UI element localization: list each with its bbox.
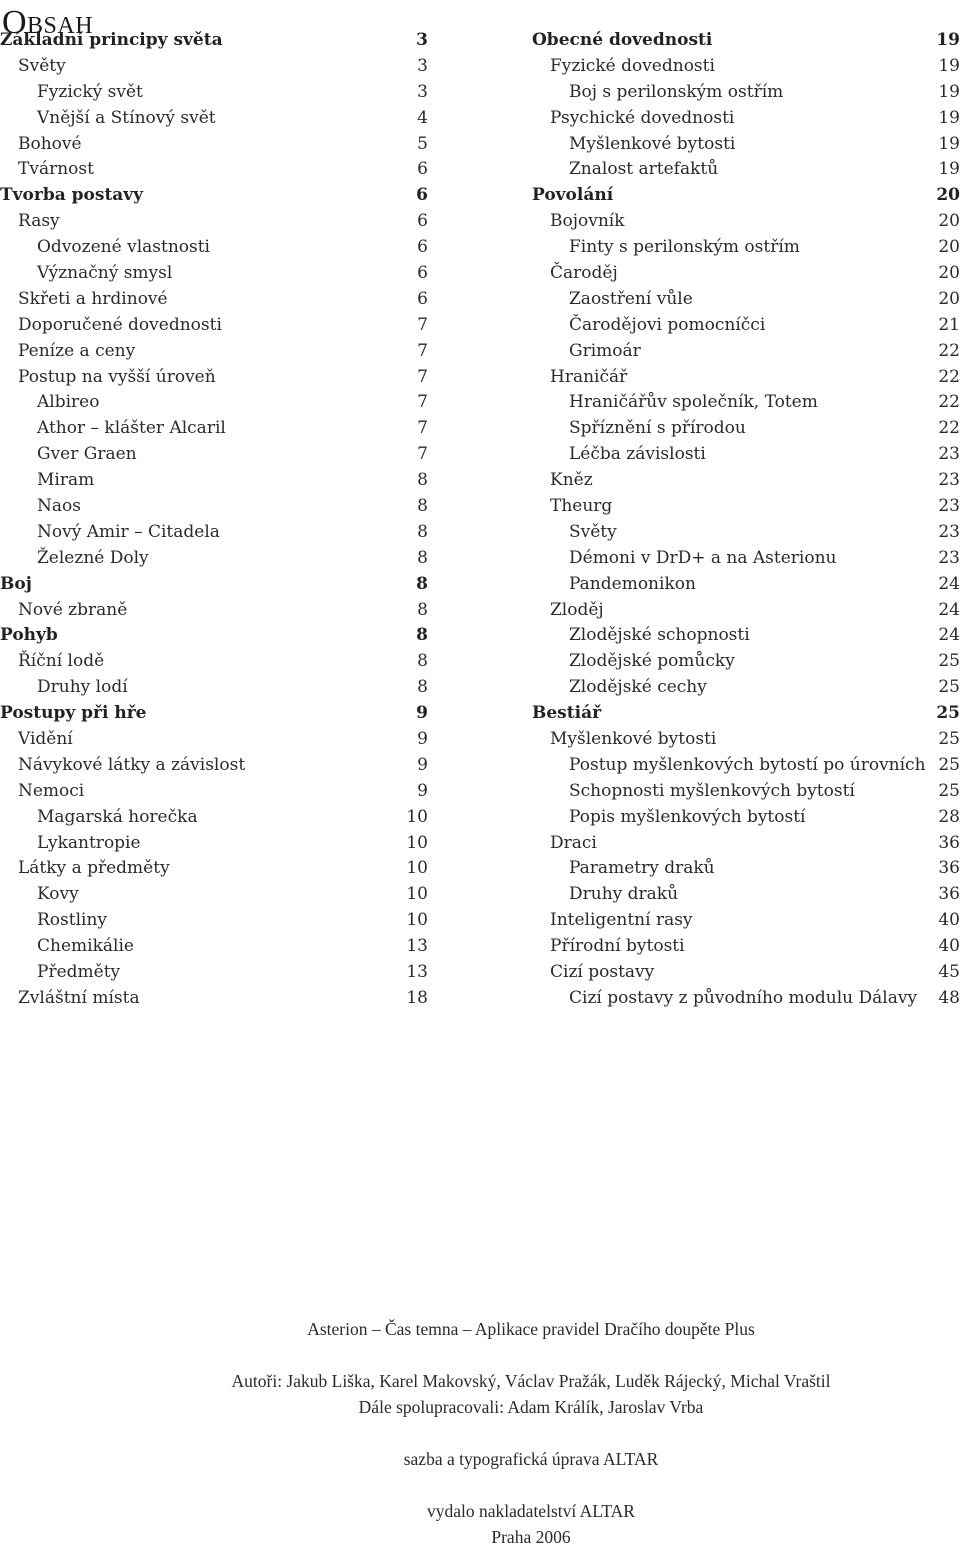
toc-entry[interactable]: [532, 752, 960, 778]
toc-entry[interactable]: [532, 286, 960, 312]
toc-entry-page: 25: [938, 780, 960, 801]
toc-entry[interactable]: [532, 700, 960, 726]
toc-entry[interactable]: [0, 985, 428, 1011]
toc-entry-label: Cizí postavy z původního modulu Dálavy: [569, 987, 918, 1008]
toc-entry-page: 8: [417, 547, 428, 568]
toc-entry-page: 6: [417, 288, 428, 309]
toc-entry[interactable]: [0, 881, 428, 907]
toc-entry[interactable]: [532, 519, 960, 545]
toc-entry-label: Zvláštní místa: [18, 987, 140, 1008]
toc-entry-label: Látky a předměty: [18, 858, 170, 879]
toc-entry-label: Popis myšlenkových bytostí: [569, 806, 806, 827]
toc-entry[interactable]: [0, 131, 428, 157]
toc-entry-label: Boj: [0, 573, 32, 594]
toc-entry[interactable]: [0, 648, 428, 674]
credits-place-year: Praha 2006: [491, 1527, 571, 1547]
toc-entry-label: Zaostření vůle: [569, 288, 693, 309]
toc-entry-label: Hraničář: [550, 366, 628, 387]
toc-entry-label: Návykové látky a závislost: [18, 754, 246, 775]
toc-entry-page: 7: [417, 340, 428, 361]
toc-entry-label: Světy: [569, 521, 617, 542]
toc-entry-label: Spříznění s přírodou: [569, 418, 746, 439]
toc-entry-page: 7: [417, 418, 428, 439]
toc-entry-page: 8: [417, 521, 428, 542]
toc-entry[interactable]: [0, 700, 428, 726]
toc-entry-label: Nemoci: [18, 780, 85, 801]
toc-entry[interactable]: [0, 182, 428, 208]
page-title: Obsah: [2, 4, 94, 41]
toc-entry-label: Peníze a ceny: [18, 340, 136, 361]
toc-entry-page: 6: [417, 211, 428, 232]
toc-entry-page: 22: [938, 418, 960, 439]
toc-entry[interactable]: [532, 182, 960, 208]
toc-entry-page: 24: [938, 625, 960, 646]
toc-entry-page: 23: [938, 521, 960, 542]
toc-entry-label: Povolání: [532, 185, 614, 206]
toc-right-column: [532, 27, 960, 1011]
toc-entry-page: 19: [938, 107, 960, 128]
toc-entry[interactable]: [532, 804, 960, 830]
toc-entry[interactable]: [0, 752, 428, 778]
toc-entry-page: 10: [406, 832, 428, 853]
toc-entry-label: Naos: [37, 495, 81, 516]
toc-entry-label: Obecné dovednosti: [532, 29, 713, 50]
toc-entry[interactable]: [0, 260, 428, 286]
toc-entry-label: Finty s perilonským ostřím: [569, 237, 800, 258]
toc-entry-label: Čarodějovi pomocníčci: [569, 314, 766, 335]
toc-entry-page: 24: [938, 573, 960, 594]
toc-entry-label: Athor – klášter Alcaril: [37, 418, 226, 439]
toc-entry[interactable]: [532, 726, 960, 752]
toc-entry[interactable]: [0, 27, 428, 53]
toc-entry[interactable]: [532, 881, 960, 907]
toc-entry[interactable]: [0, 545, 428, 571]
toc-entry-label: Léčba závislosti: [569, 444, 706, 465]
toc-entry[interactable]: [0, 933, 428, 959]
toc-entry-label: Nový Amir – Citadela: [37, 521, 220, 542]
toc-entry-label: Lykantropie: [37, 832, 141, 853]
toc-entry-page: 8: [416, 625, 428, 646]
toc-entry-page: 10: [406, 806, 428, 827]
toc-entry-page: 40: [938, 910, 960, 931]
toc-entry-label: Rasy: [18, 211, 60, 232]
toc-entry-page: 22: [938, 340, 960, 361]
toc-entry[interactable]: [532, 131, 960, 157]
toc-entry[interactable]: [532, 648, 960, 674]
toc-entry[interactable]: [0, 234, 428, 260]
credits-collaborators: Dále spolupracovali: Adam Králík, Jaroslav Vrba: [358, 1397, 704, 1417]
toc-entry-page: 3: [416, 29, 428, 50]
toc-entry-label: Fyzické dovednosti: [550, 55, 715, 76]
toc-entry[interactable]: [532, 959, 960, 985]
toc-entry-page: 6: [417, 237, 428, 258]
toc-entry[interactable]: [0, 830, 428, 856]
toc-entry[interactable]: [532, 338, 960, 364]
toc-entry-label: Démoni v DrD+ a na Asterionu: [569, 547, 837, 568]
toc-entry-page: 13: [406, 936, 428, 957]
toc-entry-label: Pandemonikon: [569, 573, 696, 594]
toc-entry-label: Skřeti a hrdinové: [18, 288, 168, 309]
toc-entry[interactable]: [0, 338, 428, 364]
toc-entry-page: 10: [406, 910, 428, 931]
toc-entry-label: Říční lodě: [18, 651, 105, 672]
toc-entry-label: Doporučené dovednosti: [18, 314, 222, 335]
toc-entry[interactable]: [532, 415, 960, 441]
toc-entry-label: Rostliny: [37, 910, 108, 931]
toc-entry-page: 23: [938, 444, 960, 465]
toc-entry-page: 25: [938, 728, 960, 749]
toc-entry-page: 8: [417, 495, 428, 516]
toc-entry[interactable]: [0, 105, 428, 131]
toc-entry[interactable]: [532, 27, 960, 53]
toc-entry[interactable]: [532, 105, 960, 131]
toc-entry-label: Theurg: [550, 495, 613, 516]
toc-entry-page: 10: [406, 858, 428, 879]
toc-entry-page: 45: [938, 962, 960, 982]
toc-entry-page: 6: [416, 185, 428, 206]
toc-entry-page: 40: [938, 936, 960, 957]
toc-entry[interactable]: [532, 985, 960, 1011]
toc-entry-label: Inteligentní rasy: [550, 910, 693, 931]
toc-entry-page: 24: [938, 599, 960, 620]
toc-entry[interactable]: [0, 312, 428, 338]
toc-entry[interactable]: [0, 467, 428, 493]
toc-entry[interactable]: [532, 571, 960, 597]
toc-entry[interactable]: [532, 312, 960, 338]
toc-entry-label: Nové zbraně: [18, 599, 128, 620]
toc-entry[interactable]: [0, 804, 428, 830]
toc-entry-label: Tvorba postavy: [0, 185, 144, 206]
toc-entry-page: 25: [938, 677, 960, 698]
toc-entry-label: Postup myšlenkových bytostí po úrovních: [569, 754, 926, 775]
toc-entry[interactable]: [0, 778, 428, 804]
toc-entry-label: Vnější a Stínový svět: [37, 107, 216, 128]
toc-entry-page: 36: [938, 832, 960, 853]
toc-entry[interactable]: [0, 959, 428, 985]
toc-entry[interactable]: [532, 156, 960, 182]
toc-entry-page: 19: [938, 133, 960, 154]
toc-entry[interactable]: [0, 364, 428, 390]
toc-entry-label: Vidění: [18, 728, 73, 749]
credits-publisher: vydalo nakladatelství ALTAR: [427, 1501, 635, 1521]
toc-entry-label: Grimoár: [569, 340, 641, 361]
toc-entry-label: Zlodějské pomůcky: [569, 651, 735, 672]
toc-entry-label: Význačný smysl: [37, 262, 173, 283]
toc-entry[interactable]: [532, 545, 960, 571]
toc-entry-label: Pohyb: [0, 625, 58, 646]
toc-entry[interactable]: [0, 53, 428, 79]
toc-entry-label: Zlodějské cechy: [569, 677, 707, 698]
toc-entry[interactable]: [532, 389, 960, 415]
toc-entry[interactable]: [0, 622, 428, 648]
toc-entry-page: 8: [417, 599, 428, 620]
toc-entry-page: 20: [938, 211, 960, 232]
toc-entry-page: 20: [938, 288, 960, 309]
toc-entry-page: 22: [938, 392, 960, 413]
toc-entry-label: Bojovník: [550, 211, 625, 232]
toc-entry-page: 19: [938, 81, 960, 102]
toc-entry-page: 7: [417, 366, 428, 387]
credits-authors: Autoři: Jakub Liška, Karel Makovský, Václav Pražák, Luděk Rájecký, Michal Vraštil: [231, 1371, 831, 1391]
credits-typesetting: sazba a typografická úprava ALTAR: [403, 1449, 659, 1469]
toc-entry-page: 8: [417, 651, 428, 672]
toc-entry-label: Bohové: [18, 133, 82, 154]
toc-entry-page: 25: [936, 703, 960, 724]
toc-entry[interactable]: [0, 493, 428, 519]
toc-entry[interactable]: [0, 156, 428, 182]
toc-entry-page: 18: [406, 987, 428, 1008]
toc-entry-page: 7: [417, 314, 428, 335]
toc-entry[interactable]: [0, 441, 428, 467]
toc-entry[interactable]: [0, 571, 428, 597]
toc-entry-label: Hraničářův společník, Totem: [569, 392, 818, 413]
toc-entry-page: 23: [938, 470, 960, 491]
toc-entry[interactable]: [532, 778, 960, 804]
toc-entry-page: 21: [938, 314, 960, 335]
toc-entry-label: Albireo: [37, 392, 100, 413]
toc-entry-label: Předměty: [37, 962, 121, 982]
toc-entry-label: Fyzický svět: [37, 81, 143, 102]
toc-entry[interactable]: [532, 79, 960, 105]
toc-entry-page: 7: [417, 444, 428, 465]
toc-entry-label: Postupy při hře: [0, 703, 147, 724]
toc-entry-label: Magarská horečka: [37, 806, 198, 827]
toc-entry-page: 4: [417, 107, 428, 128]
toc-entry-page: 36: [938, 858, 960, 879]
toc-entry[interactable]: [532, 467, 960, 493]
toc-entry-page: 9: [417, 780, 428, 801]
toc-entry[interactable]: [532, 364, 960, 390]
toc-entry-page: 6: [417, 159, 428, 180]
toc-entry-label: Kněz: [550, 470, 593, 491]
toc-entry-page: 3: [417, 55, 428, 76]
toc-entry-label: Bestiář: [532, 703, 602, 724]
toc-entry[interactable]: [0, 519, 428, 545]
toc-entry-label: Druhy draků: [569, 884, 679, 905]
toc-entry-label: Cizí postavy: [550, 962, 655, 982]
toc-entry-page: 23: [938, 495, 960, 516]
toc-entry-page: 36: [938, 884, 960, 905]
toc-entry-label: Miram: [37, 470, 95, 491]
toc-entry-page: 8: [416, 573, 428, 594]
toc-entry-page: 25: [938, 754, 960, 775]
credits-block: [0, 1316, 960, 1550]
toc-entry[interactable]: [532, 208, 960, 234]
toc-entry-page: 19: [936, 29, 960, 50]
toc-entry-label: Draci: [550, 832, 597, 853]
toc-entry-page: 28: [938, 806, 960, 827]
toc-left-column: [0, 27, 428, 1011]
toc-entry-label: Myšlenkové bytosti: [569, 133, 736, 154]
toc-entry-label: Přírodní bytosti: [550, 936, 685, 957]
toc-entry[interactable]: [532, 53, 960, 79]
toc-entry-page: 19: [938, 55, 960, 76]
toc-entry-page: 8: [417, 677, 428, 698]
toc-entry-page: 10: [406, 884, 428, 905]
toc-entry-page: 3: [417, 81, 428, 102]
toc-entry[interactable]: [532, 907, 960, 933]
toc-entry-label: Světy: [18, 55, 66, 76]
toc-entry-page: 20: [938, 237, 960, 258]
toc-entry[interactable]: [0, 907, 428, 933]
toc-entry[interactable]: [532, 493, 960, 519]
toc-entry-label: Zloděj: [550, 599, 604, 620]
toc-entry-label: Gver Graen: [37, 444, 137, 465]
credits-title: Asterion – Čas temna – Aplikace pravidel Dračího doupěte Plus: [307, 1319, 755, 1339]
toc-entry[interactable]: [532, 674, 960, 700]
toc-entry[interactable]: [532, 441, 960, 467]
toc-entry-label: Železné Doly: [37, 547, 149, 568]
toc-entry-page: 5: [417, 133, 428, 154]
toc-entry[interactable]: [0, 79, 428, 105]
toc-entry-page: 9: [416, 703, 428, 724]
toc-entry-page: 7: [417, 392, 428, 413]
toc-entry[interactable]: [532, 597, 960, 623]
toc-entry[interactable]: [0, 674, 428, 700]
toc-entry-label: Parametry draků: [569, 858, 715, 879]
toc-entry[interactable]: [0, 286, 428, 312]
toc-entry[interactable]: [532, 622, 960, 648]
toc-entry-page: 22: [938, 366, 960, 387]
toc-entry[interactable]: [532, 830, 960, 856]
toc-entry-page: 48: [938, 987, 960, 1008]
toc-entry-page: 20: [938, 262, 960, 283]
toc-entry-page: 6: [417, 262, 428, 283]
toc-entry-label: Základní principy světa: [0, 29, 223, 50]
toc-entry-label: Postup na vyšší úroveň: [18, 366, 216, 387]
toc-entry-page: 8: [417, 470, 428, 491]
toc-entry[interactable]: [0, 415, 428, 441]
toc-entry-page: 9: [417, 728, 428, 749]
toc-entry-label: Psychické dovednosti: [550, 107, 735, 128]
toc-entry[interactable]: [0, 389, 428, 415]
toc-entry-label: Myšlenkové bytosti: [550, 728, 717, 749]
toc-entry-label: Zlodějské schopnosti: [569, 625, 750, 646]
toc-entry-page: 25: [938, 651, 960, 672]
toc-entry[interactable]: [532, 856, 960, 882]
toc-entry[interactable]: [532, 234, 960, 260]
toc-entry-label: Schopnosti myšlenkových bytostí: [569, 780, 855, 801]
toc-entry-page: 9: [417, 754, 428, 775]
toc-entry[interactable]: [0, 726, 428, 752]
toc-entry-label: Druhy lodí: [37, 677, 128, 698]
toc-entry-label: Odvozené vlastnosti: [37, 237, 210, 258]
toc-entry[interactable]: [0, 856, 428, 882]
toc-entry-page: 19: [938, 159, 960, 180]
toc-entry[interactable]: [532, 260, 960, 286]
toc-entry[interactable]: [0, 208, 428, 234]
toc-entry-label: Čaroděj: [550, 262, 618, 283]
toc-entry-page: 20: [936, 185, 960, 206]
toc-entry[interactable]: [0, 597, 428, 623]
toc-entry-page: 23: [938, 547, 960, 568]
toc-entry-label: Znalost artefaktů: [569, 159, 719, 180]
toc-entry-label: Chemikálie: [37, 936, 134, 957]
toc-entry-label: Boj s perilonským ostřím: [569, 81, 784, 102]
toc-entry-label: Kovy: [37, 884, 79, 905]
toc-entry-page: 13: [406, 962, 428, 982]
toc-entry[interactable]: [532, 933, 960, 959]
toc-entry-label: Tvárnost: [18, 159, 94, 180]
